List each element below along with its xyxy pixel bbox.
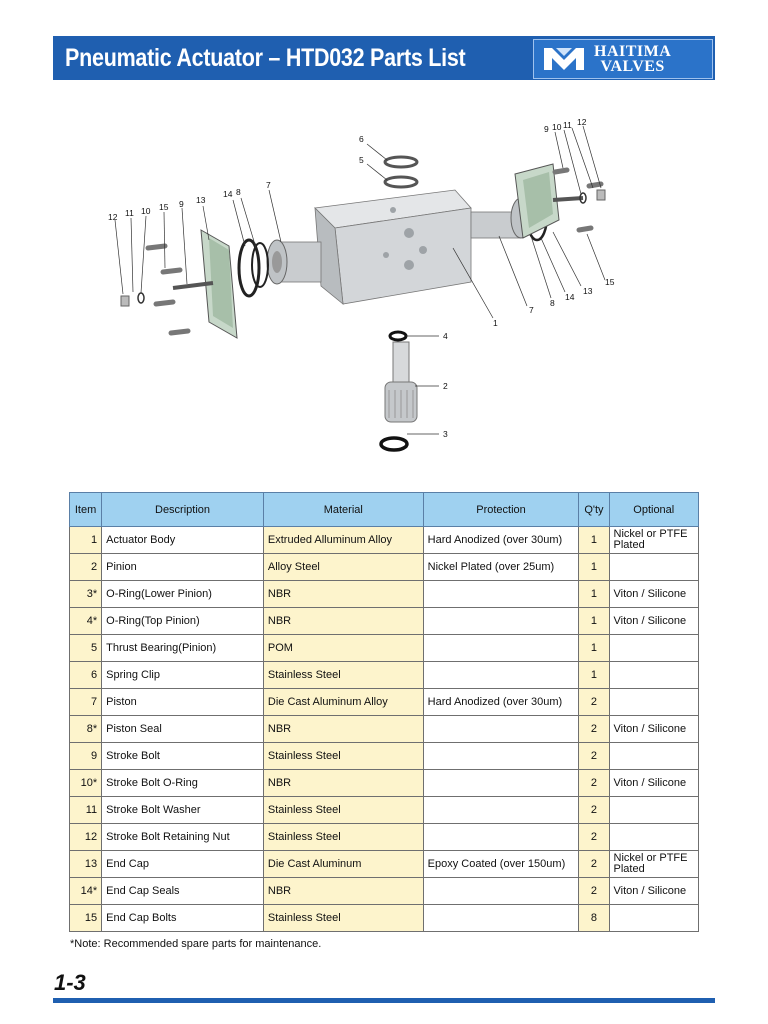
cell-qty: 2	[579, 770, 609, 797]
cell-protection: Nickel Plated (over 25um)	[423, 554, 579, 581]
cell-description: Thrust Bearing(Pinion)	[102, 635, 264, 662]
cell-item: 7	[70, 689, 102, 716]
cell-item: 9	[70, 743, 102, 770]
page-number: 1-3	[54, 970, 86, 995]
cell-description: Piston	[102, 689, 264, 716]
cell-material: POM	[263, 635, 423, 662]
cell-description: O-Ring(Lower Pinion)	[102, 581, 264, 608]
cell-qty: 2	[579, 743, 609, 770]
column-header-description: Description	[102, 493, 264, 527]
cell-description: Pinion	[102, 554, 264, 581]
haitima-logo-icon	[542, 44, 586, 74]
pinion-illustration	[385, 342, 417, 422]
cell-description: Spring Clip	[102, 662, 264, 689]
table-row	[70, 770, 699, 797]
table-row	[70, 662, 699, 689]
column-header-qty: Q'ty	[579, 493, 609, 527]
callout-label: 10	[141, 206, 151, 216]
left-retaining-nut-illustration	[121, 296, 129, 306]
table-row	[70, 851, 699, 878]
cell-qty: 8	[579, 905, 609, 932]
cell-optional: Nickel or PTFE Plated	[609, 851, 698, 878]
lower-pinion-o-ring-illustration	[381, 438, 407, 450]
left-end-cap-bolts-illustration	[148, 246, 188, 333]
cell-material: NBR	[263, 608, 423, 635]
callout-label: 8	[236, 187, 241, 197]
cell-item: 12	[70, 824, 102, 851]
cell-optional	[609, 824, 698, 851]
callout-label: 11	[563, 120, 572, 130]
callout-label: 7	[529, 305, 534, 315]
callout-label: 3	[443, 429, 448, 439]
cell-material: Stainless Steel	[263, 662, 423, 689]
cell-optional	[609, 797, 698, 824]
callout-label: 13	[196, 195, 206, 205]
callout-label: 15	[605, 277, 615, 287]
cell-protection	[423, 905, 579, 932]
callout-label: 8	[550, 298, 555, 308]
left-piston-illustration	[267, 240, 321, 284]
cell-protection	[423, 824, 579, 851]
cell-description: Stroke Bolt	[102, 743, 264, 770]
cell-material: NBR	[263, 581, 423, 608]
cell-optional	[609, 743, 698, 770]
callout-label: 4	[443, 331, 448, 341]
cell-qty: 2	[579, 851, 609, 878]
cell-description: End Cap	[102, 851, 264, 878]
table-row	[70, 878, 699, 905]
callout-label: 11	[125, 208, 134, 218]
table-row	[70, 527, 699, 554]
callout-label: 9	[544, 124, 549, 134]
cell-optional	[609, 635, 698, 662]
cell-item: 4*	[70, 608, 102, 635]
cell-item: 10*	[70, 770, 102, 797]
cell-protection	[423, 743, 579, 770]
cell-item: 13	[70, 851, 102, 878]
callout-label: 6	[359, 134, 364, 144]
cell-item: 2	[70, 554, 102, 581]
page-title: Pneumatic Actuator – HTD032 Parts List	[65, 43, 466, 72]
thrust-bearing-illustration	[385, 177, 417, 187]
cell-item: 11	[70, 797, 102, 824]
callout-label: 9	[179, 199, 184, 209]
cell-material: Die Cast Aluminum	[263, 851, 423, 878]
brand-line-2: VALVES	[600, 58, 665, 75]
column-header-material: Material	[263, 493, 423, 527]
cell-qty: 1	[579, 554, 609, 581]
cell-description: Stroke Bolt Washer	[102, 797, 264, 824]
table-row	[70, 635, 699, 662]
cell-optional	[609, 689, 698, 716]
callout-label: 14	[565, 292, 575, 302]
cell-protection: Epoxy Coated (over 150um)	[423, 851, 579, 878]
right-end-cap-illustration	[515, 164, 583, 238]
cell-optional: Viton / Silicone	[609, 770, 698, 797]
cell-protection	[423, 662, 579, 689]
cell-optional: Viton / Silicone	[609, 716, 698, 743]
cell-qty: 1	[579, 635, 609, 662]
callout-label: 2	[443, 381, 448, 391]
cell-description: Stroke Bolt Retaining Nut	[102, 824, 264, 851]
cell-qty: 2	[579, 689, 609, 716]
cell-material: NBR	[263, 878, 423, 905]
cell-protection	[423, 797, 579, 824]
cell-protection	[423, 608, 579, 635]
table-row	[70, 554, 699, 581]
callout-label: 12	[108, 212, 118, 222]
brand-logo	[533, 39, 713, 79]
cell-item: 14*	[70, 878, 102, 905]
cell-description: O-Ring(Top Pinion)	[102, 608, 264, 635]
cell-qty: 2	[579, 716, 609, 743]
left-washer-illustration	[138, 293, 144, 303]
actuator-body-illustration	[315, 190, 471, 304]
left-end-cap-seal-illustration	[239, 240, 259, 296]
cell-item: 5	[70, 635, 102, 662]
cell-qty: 1	[579, 581, 609, 608]
callout-label: 7	[266, 180, 271, 190]
cell-qty: 2	[579, 797, 609, 824]
header-banner	[53, 36, 715, 80]
cell-item: 3*	[70, 581, 102, 608]
parts-table-body	[70, 527, 699, 932]
cell-protection	[423, 581, 579, 608]
cell-protection	[423, 716, 579, 743]
callout-label: 10	[552, 122, 562, 132]
cell-qty: 1	[579, 527, 609, 554]
brand-name	[594, 44, 671, 74]
cell-material: Stainless Steel	[263, 797, 423, 824]
cell-description: End Cap Bolts	[102, 905, 264, 932]
cell-material: Die Cast Aluminum Alloy	[263, 689, 423, 716]
top-pinion-o-ring-illustration	[390, 332, 406, 340]
cell-material: Stainless Steel	[263, 743, 423, 770]
cell-item: 6	[70, 662, 102, 689]
column-header-item: Item	[70, 493, 102, 527]
cell-description: End Cap Seals	[102, 878, 264, 905]
cell-optional: Viton / Silicone	[609, 878, 698, 905]
cell-description: Actuator Body	[102, 527, 264, 554]
table-row	[70, 689, 699, 716]
cell-material: Stainless Steel	[263, 905, 423, 932]
cell-protection	[423, 770, 579, 797]
cell-item: 1	[70, 527, 102, 554]
spare-parts-note: *Note: Recommended spare parts for maintenance.	[70, 938, 322, 950]
callout-label: 1	[493, 318, 498, 328]
left-end-cap-illustration	[173, 230, 237, 338]
cell-qty: 1	[579, 608, 609, 635]
cell-optional	[609, 662, 698, 689]
cell-qty: 2	[579, 824, 609, 851]
cell-optional	[609, 554, 698, 581]
cell-protection	[423, 635, 579, 662]
cell-qty: 1	[579, 662, 609, 689]
cell-optional: Viton / Silicone	[609, 608, 698, 635]
cell-material: NBR	[263, 716, 423, 743]
cell-item: 8*	[70, 716, 102, 743]
table-row	[70, 608, 699, 635]
cell-qty: 2	[579, 878, 609, 905]
table-row	[70, 743, 699, 770]
right-retaining-nut-illustration	[597, 190, 605, 200]
cell-material: Alloy Steel	[263, 554, 423, 581]
spring-clip-illustration	[385, 157, 417, 167]
callout-label: 5	[359, 155, 364, 165]
callout-label: 13	[583, 286, 593, 296]
column-header-protection: Protection	[423, 493, 579, 527]
column-header-optional: Optional	[609, 493, 698, 527]
exploded-view-diagram	[53, 100, 715, 470]
cell-description: Piston Seal	[102, 716, 264, 743]
cell-optional: Viton / Silicone	[609, 581, 698, 608]
table-row	[70, 824, 699, 851]
cell-protection	[423, 878, 579, 905]
table-header-row	[70, 493, 699, 527]
parts-table	[69, 492, 699, 932]
cell-material: Stainless Steel	[263, 824, 423, 851]
callout-label: 15	[159, 202, 169, 212]
cell-item: 15	[70, 905, 102, 932]
footer-rule	[53, 998, 715, 1003]
cell-material: NBR	[263, 770, 423, 797]
cell-description: Stroke Bolt O-Ring	[102, 770, 264, 797]
table-row	[70, 905, 699, 932]
table-row	[70, 797, 699, 824]
cell-protection: Hard Anodized (over 30um)	[423, 689, 579, 716]
cell-material: Extruded Alluminum Alloy	[263, 527, 423, 554]
callout-label: 14	[223, 189, 233, 199]
brand-line-1: HAITIMA	[594, 43, 672, 60]
cell-optional: Nickel or PTFE Plated	[609, 527, 698, 554]
callout-label: 12	[577, 117, 587, 127]
table-row	[70, 716, 699, 743]
table-row	[70, 581, 699, 608]
cell-protection: Hard Anodized (over 30um)	[423, 527, 579, 554]
cell-optional	[609, 905, 698, 932]
